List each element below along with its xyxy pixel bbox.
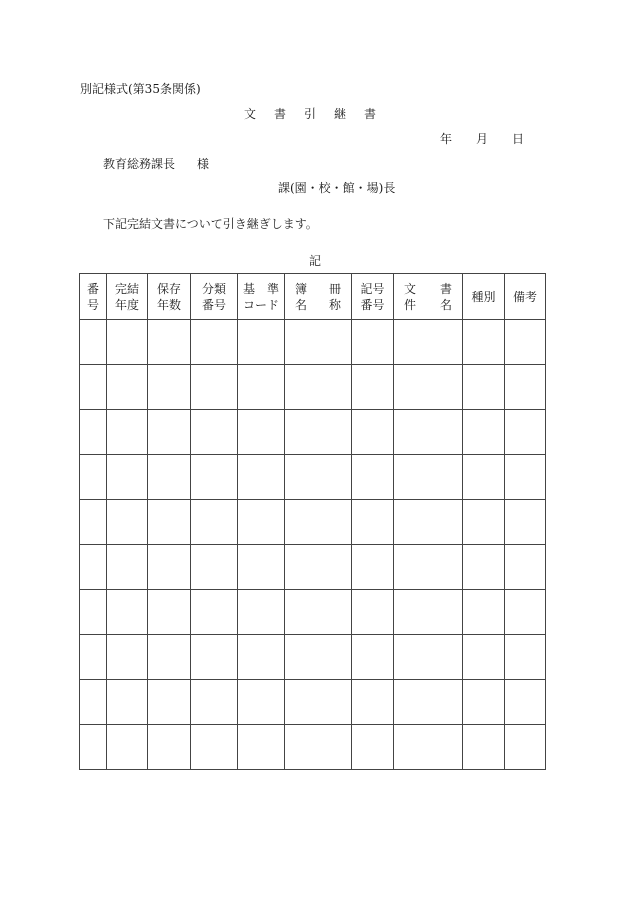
table-cell[interactable] [148,455,191,500]
header-completed-year [107,274,148,320]
header-document-subject [394,274,463,320]
table-cell[interactable] [107,635,148,680]
table-row [80,680,546,725]
table-cell[interactable] [148,680,191,725]
table-cell[interactable] [394,410,463,455]
header-label: 書 [439,281,452,296]
table-cell[interactable] [107,365,148,410]
table-row [80,590,546,635]
table-cell[interactable] [394,545,463,590]
sender: 課(園・校・館・場)長 [278,181,396,195]
table-cell[interactable] [80,365,107,410]
table-row [80,365,546,410]
table-cell[interactable] [285,545,352,590]
table-cell[interactable] [285,590,352,635]
header-label: 名 [439,297,452,312]
table-cell[interactable] [80,500,107,545]
table-cell[interactable] [238,725,285,770]
table-cell[interactable] [505,320,546,365]
header-label: 番号 [201,297,226,312]
header-label: 冊 [328,281,341,296]
table-cell[interactable] [80,635,107,680]
header-type [463,274,505,320]
header-label: 種別 [471,289,496,304]
header-label: 簿 [295,281,308,296]
table-cell[interactable] [148,410,191,455]
table-cell[interactable] [285,365,352,410]
table-cell[interactable] [238,545,285,590]
table-cell[interactable] [463,590,505,635]
header-label: 完結 [114,281,139,296]
header-label: 名 [295,297,308,312]
table-cell[interactable] [352,680,394,725]
header-line [285,281,351,297]
table-cell[interactable] [238,635,285,680]
table-cell[interactable] [352,725,394,770]
table-cell[interactable] [80,680,107,725]
table-cell[interactable] [394,455,463,500]
table-cell[interactable] [148,590,191,635]
table-cell[interactable] [505,410,546,455]
ki-marker: 記 [308,254,321,268]
table-row [80,725,546,770]
table-row [80,635,546,680]
header-classification-number [191,274,238,320]
header-label: 分類 [201,281,226,296]
header-label: 件 [404,297,417,312]
table-cell[interactable] [191,725,238,770]
table-cell[interactable] [107,320,148,365]
table-cell[interactable] [148,635,191,680]
table-cell[interactable] [352,455,394,500]
table-cell[interactable] [463,545,505,590]
table-cell[interactable] [352,590,394,635]
table-cell[interactable] [285,320,352,365]
table-cell[interactable] [148,725,191,770]
addressee-name: 教育総務課長 [103,157,176,171]
header-standard-code [238,274,285,320]
table-cell[interactable] [107,725,148,770]
table-cell[interactable] [148,320,191,365]
header-label: 備考 [512,289,537,304]
table-cell[interactable] [394,320,463,365]
table-row [80,545,546,590]
table-cell[interactable] [285,725,352,770]
table-cell[interactable] [285,635,352,680]
table-cell[interactable] [394,725,463,770]
table-cell[interactable] [191,365,238,410]
table-cell[interactable] [285,680,352,725]
table-cell[interactable] [394,590,463,635]
table-cell[interactable] [463,635,505,680]
form-reference: 別記様式(第35条関係) [80,82,201,96]
table-cell[interactable] [352,545,394,590]
table-cell[interactable] [285,500,352,545]
table-cell[interactable] [80,455,107,500]
table-cell[interactable] [80,320,107,365]
header-retention-years [148,274,191,320]
date-day: 日 [512,132,525,146]
table-cell[interactable] [394,500,463,545]
table-cell[interactable] [352,410,394,455]
table-cell[interactable] [238,680,285,725]
table-cell[interactable] [505,590,546,635]
table-cell[interactable] [238,500,285,545]
table-cell[interactable] [107,500,148,545]
table-cell[interactable] [505,680,546,725]
table-cell[interactable] [463,500,505,545]
table-cell[interactable] [107,410,148,455]
table-cell[interactable] [148,365,191,410]
table-cell[interactable] [191,320,238,365]
header-number [80,274,107,320]
header-label: 番号 [360,297,385,312]
header-label: 号 [86,297,99,312]
header-label: 保存 [156,281,181,296]
date-line [440,130,524,147]
header-symbol-number [352,274,394,320]
table-cell[interactable] [352,320,394,365]
table-row [80,320,546,365]
table-cell[interactable] [107,680,148,725]
table-cell[interactable] [191,500,238,545]
header-label: 記号 [360,281,385,296]
table-cell[interactable] [191,590,238,635]
date-month: 月 [476,132,489,146]
table-cell[interactable] [505,365,546,410]
table-cell[interactable] [148,500,191,545]
table-cell[interactable] [80,590,107,635]
table-cell[interactable] [285,455,352,500]
table-cell[interactable] [505,500,546,545]
header-line [394,281,462,297]
table-cell[interactable] [107,455,148,500]
table-row [80,410,546,455]
table-cell[interactable] [191,635,238,680]
table-cell[interactable] [191,680,238,725]
date-year: 年 [440,132,453,146]
table-cell[interactable] [352,635,394,680]
header-line [285,297,351,313]
table-cell[interactable] [505,635,546,680]
document-title: 文書引継書 [243,107,394,121]
header-label: 基 準 [242,281,279,296]
table-cell[interactable] [285,410,352,455]
table-cell[interactable] [505,725,546,770]
table-cell[interactable] [191,455,238,500]
table-body [80,320,546,770]
addressee-honorific: 様 [197,157,210,171]
table-cell[interactable] [394,680,463,725]
table-cell[interactable] [191,410,238,455]
table-cell[interactable] [238,410,285,455]
table-cell[interactable] [463,320,505,365]
table-cell[interactable] [463,365,505,410]
table-cell[interactable] [394,635,463,680]
table-cell[interactable] [238,320,285,365]
table-cell[interactable] [80,410,107,455]
header-line [394,297,462,313]
table-cell[interactable] [238,365,285,410]
header-label: 称 [328,297,341,312]
header-register-name [285,274,352,320]
table-cell[interactable] [238,590,285,635]
table-cell[interactable] [191,545,238,590]
table-cell[interactable] [505,455,546,500]
table-cell[interactable] [107,590,148,635]
table-cell[interactable] [463,725,505,770]
header-label: 番 [86,281,99,296]
table-cell[interactable] [352,365,394,410]
body-text: 下記完結文書について引き継ぎします。 [103,217,318,231]
table-cell[interactable] [394,365,463,410]
addressee [103,155,209,172]
header-remarks [505,274,546,320]
table-cell[interactable] [352,500,394,545]
table-cell[interactable] [238,455,285,500]
table-row [80,500,546,545]
table-cell[interactable] [80,725,107,770]
table-cell[interactable] [107,545,148,590]
handover-table [79,273,546,770]
header-label: コード [242,297,279,312]
table-row [80,455,546,500]
table-cell[interactable] [463,410,505,455]
header-label: 年数 [156,297,181,312]
header-row [80,274,546,320]
table-cell[interactable] [148,545,191,590]
table-cell[interactable] [463,455,505,500]
header-label: 文 [404,281,417,296]
table-cell[interactable] [80,545,107,590]
table-cell[interactable] [505,545,546,590]
header-label: 年度 [114,297,139,312]
table-cell[interactable] [463,680,505,725]
